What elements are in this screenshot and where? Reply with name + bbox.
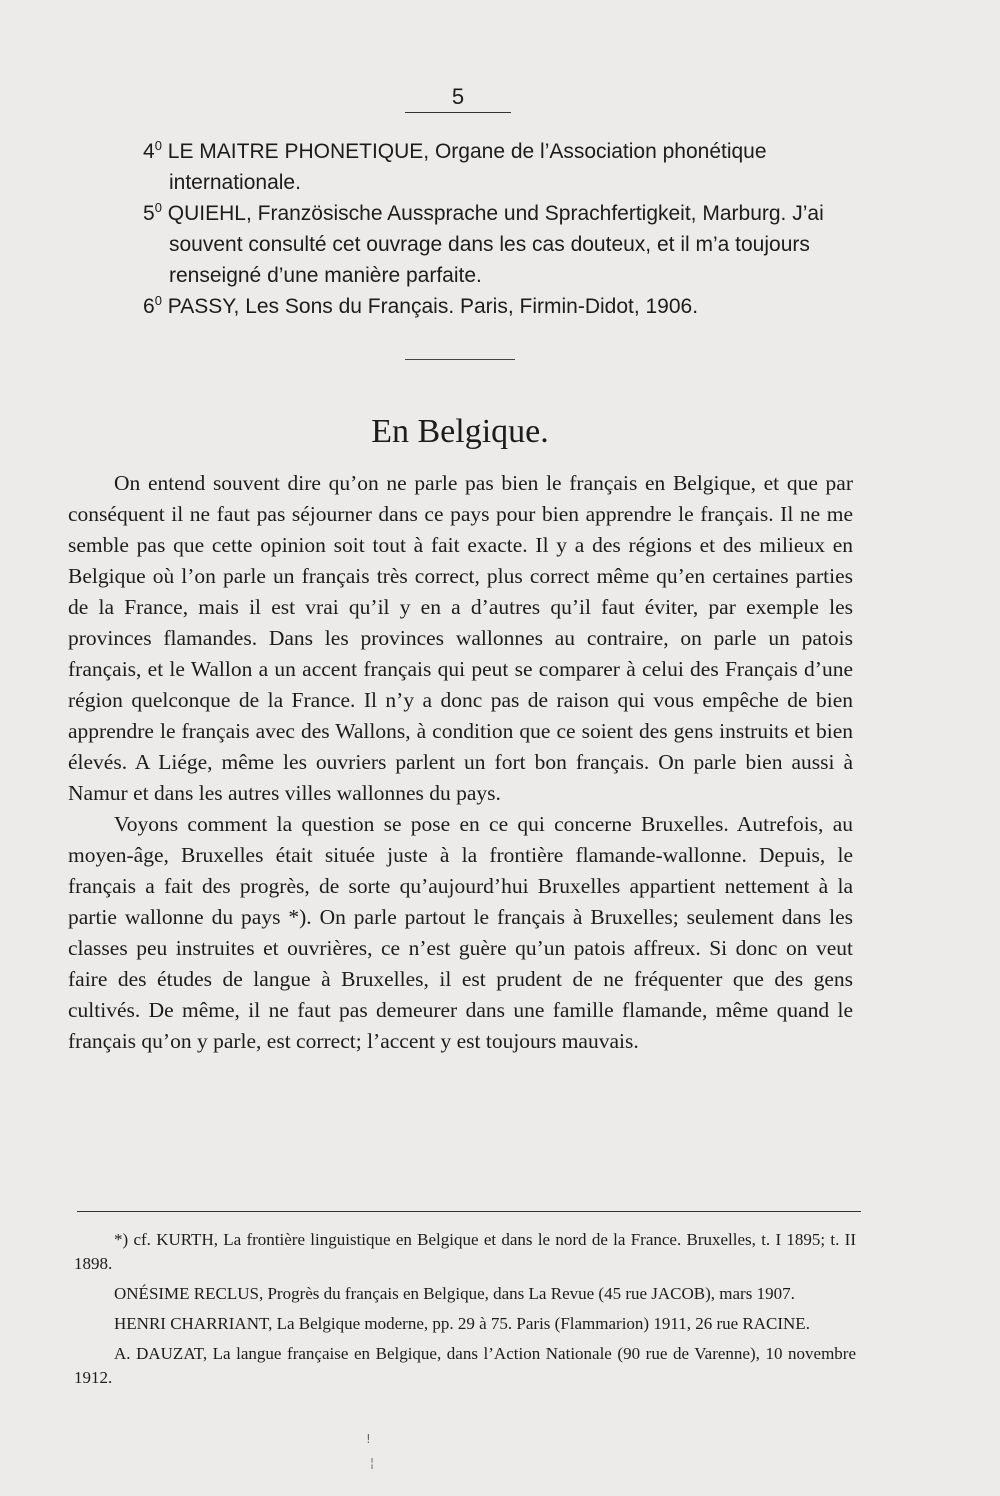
reference-item xyxy=(74,198,864,291)
page-number-block xyxy=(405,84,511,113)
page-number-rule xyxy=(405,112,511,113)
reference-item xyxy=(74,136,864,198)
section-divider xyxy=(405,359,515,360)
reference-number: 6 xyxy=(143,295,155,318)
body-text xyxy=(68,468,853,1057)
reference-text: QUIEHL, Französische Aussprache und Sprachfertigkeit, Marburg. J’ai souvent consulté cet ouvrage dans les cas douteux, et il m’a toujours renseigné d’une manière parfaite. xyxy=(167,202,824,287)
paragraph: On entend souvent dire qu’on ne parle pas bien le français en Belgique, et que par conséquent il ne faut pas séjourner dans ce pays pour bien apprendre le français. Il ne me semble pas que cette opinion soit tout à fait exacte. Il y a des régions et des milieux en Belgique où l’on parle un français très correct, plus correct même qu’en certaines parties de la France, mais il est vrai qu’il y en a d’autres qu’il faut éviter, par exemple les provinces flamandes. Dans les provinces wallonnes au contraire, on parle un patois français, et le Wallon a un accent français qui peut se comparer à celui des Français d’une région quelconque de la France. Il n’y a donc pas de raison qui vous empêche de bien apprendre le français avec des Wallons, à condition que ce soient des gens instruits et bien élevés. A Liége, même les ouvriers parlent un fort bon français. On parle bien aussi à Namur et dans les autres villes wallonnes du pays. xyxy=(68,471,853,805)
reference-text: LE MAITRE PHONETIQUE, Organe de l’Association phonétique internationale. xyxy=(167,140,767,194)
footnote-rule xyxy=(77,1211,861,1212)
reference-degree: 0 xyxy=(154,293,162,308)
reference-degree: 0 xyxy=(154,200,162,215)
reference-number: 5 xyxy=(143,202,155,225)
reference-number: 4 xyxy=(143,140,155,163)
scan-mark: ! xyxy=(366,1432,371,1446)
footnote: *) cf. KURTH, La frontière linguistique en Belgique et dans le nord de la France. Bruxelles, t. I 1895; t. II 1898. xyxy=(74,1230,856,1273)
footnote: ONÉSIME RECLUS, Progrès du français en Belgique, dans La Revue (45 rue JACOB), mars 1907. xyxy=(114,1284,795,1303)
paragraph: Voyons comment la question se pose en ce qui concerne Bruxelles. Autrefois, au moyen-âge, Bruxelles était située juste à la frontière flamande-wallonne. Depuis, le français a fait des progrès, de sorte qu’aujourd’hui Bruxelles appartient nettement à la partie wallonne du pays *). On parle partout le français à Bruxelles; seulement dans les classes peu instruites et ouvrières, ce n’est guère qu’un patois affreux. Si donc on veut faire des études de langue à Bruxelles, il est prudent de ne fréquenter que des gens cultivés. De même, il ne faut pas demeurer dans une famille flamande, même quand le français qu’on y parle, est correct; l’accent y est toujours mauvais. xyxy=(68,812,853,1053)
reference-list xyxy=(74,136,864,322)
scan-mark: ¦ xyxy=(370,1456,375,1470)
section-title: En Belgique. xyxy=(371,413,549,450)
reference-item xyxy=(74,291,864,322)
page-number: 5 xyxy=(451,84,465,109)
footnotes xyxy=(74,1228,856,1396)
footnote: A. DAUZAT, La langue française en Belgique, dans l’Action Nationale (90 rue de Varenne), 10 novembre 1912. xyxy=(74,1344,856,1387)
reference-text: PASSY, Les Sons du Français. Paris, Firmin-Didot, 1906. xyxy=(167,295,699,318)
footnote: HENRI CHARRIANT, La Belgique moderne, pp. 29 à 75. Paris (Flammarion) 1911, 26 rue RACINE. xyxy=(114,1314,810,1333)
reference-degree: 0 xyxy=(154,138,162,153)
